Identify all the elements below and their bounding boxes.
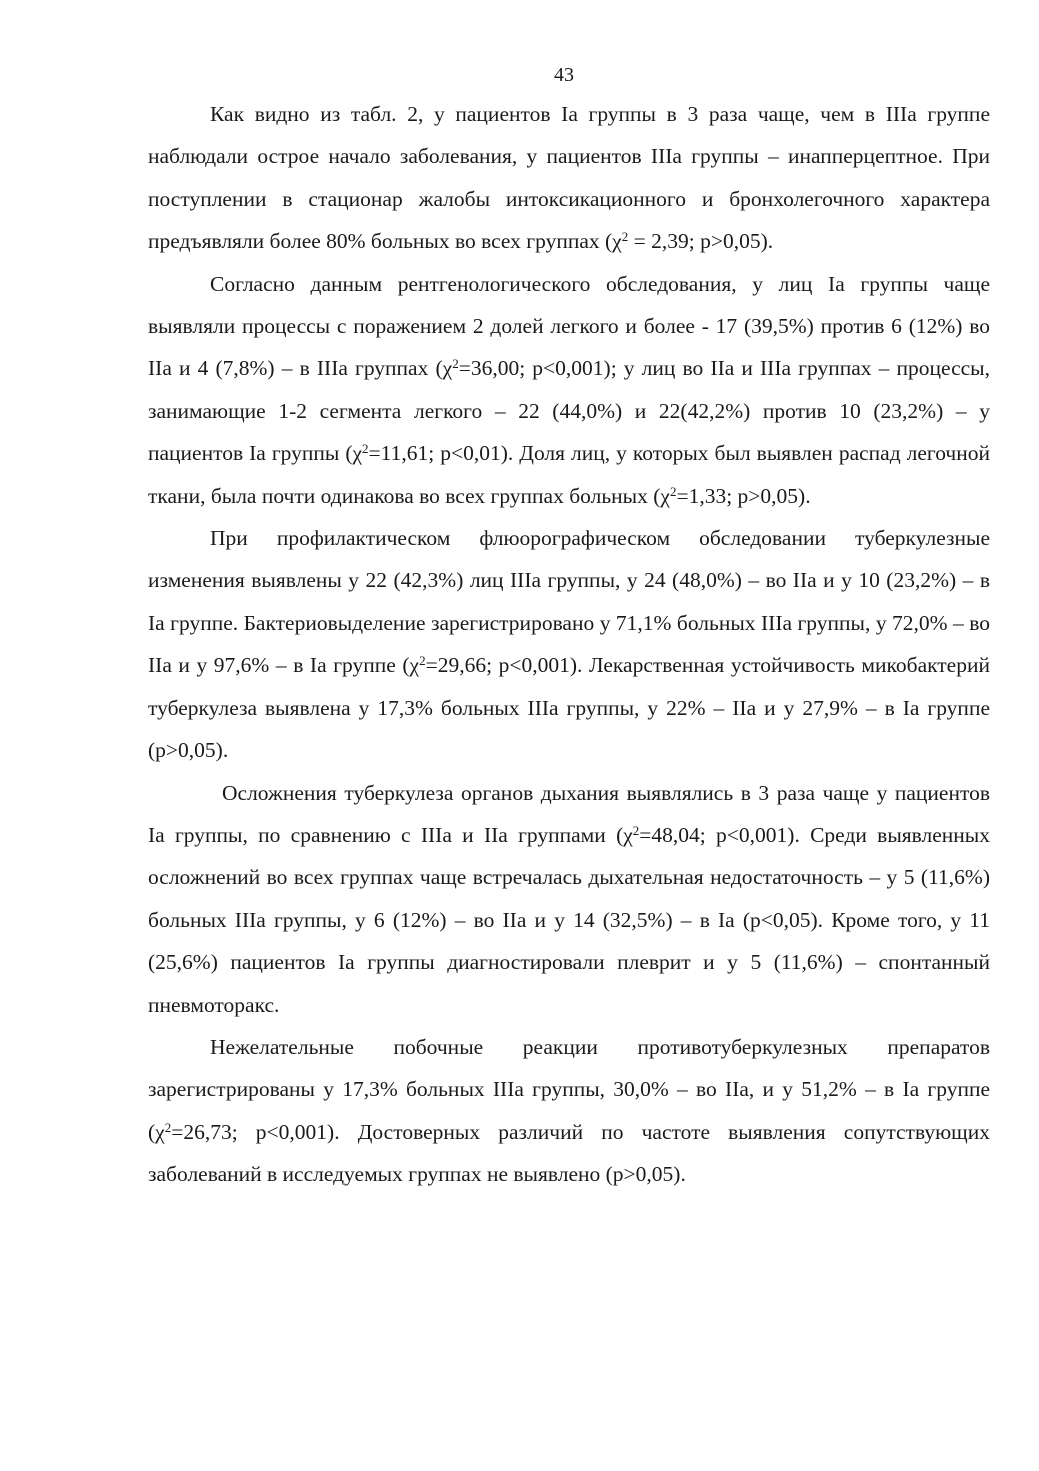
superscript: 2 [452,356,459,372]
paragraph-2 [148,263,990,517]
paragraph-5 [148,1026,990,1196]
superscript: 2 [669,483,677,499]
text-segment: =1,33; р>0,05). [676,483,811,508]
paragraph-1 [148,93,990,263]
superscript: 2 [164,1119,172,1135]
text-segment: Осложнения туберкулеза органов дыхания выявлялись в 3 раза чаще у пациентов Ia группы, по сравнению с IIIа и IIа группами (χ [148,780,990,847]
paragraph-3 [148,517,990,771]
text-segment: =11,61; р<0,01). Доля лиц, у которых был выявлен распад легочной ткани, была почти одинакова во всех группах больных (χ [148,441,990,508]
text-segment: =29,66; р<0,001). Лекарственная устойчивость микобактерий туберкулеза выявлена у 17,3% больных IIIа группы, у 22% – IIа и у 27,9% – в Ia группе (р>0,05). [148,653,990,763]
text-segment: Согласно данным рентгенологического обследования, у лиц Ia группы чаще выявляли процессы с поражением 2 долей легкого и более - 17 (39,5%) против 6 (12%) во IIа и 4 (7,8%) – в IIIа группах (χ [148,271,990,381]
text-segment: При профилактическом флюорографическом обследовании туберкулезные изменения выявлены у 22 (42,3%) лиц IIIа группы, у 24 (48,0%) – во IIа и у 10 (23,2%) – в Ia группе. Бактериовыделение зарегистрировано у 71,1% больных IIIа группы, у 72,0% – во IIа и у 97,6% – в Ia группе (χ [148,526,990,678]
paragraph-4 [148,772,990,1026]
text-segment: = 2,39; р>0,05). [628,229,774,254]
text-segment: Как видно из табл. 2, у пациентов Ia группы в 3 раза чаще, чем в IIIа группе наблюдали острое начало заболевания, у пациентов IIIа группы – инапперцептное. При поступлении в стационар жалобы интоксикационного и бронхолегочного характера предъявляли более 80% больных во всех группах (χ [148,102,990,254]
text-segment: =48,04; р<0,001). Среди выявленных осложнений во всех группах чаще встречалась дыхательная недостаточность – у 5 (11,6%) больных IIIа группы, у 6 (12%) – во IIа и у 14 (32,5%) – в Ia (р<0,05). Кроме того, у 11 (25,6%) пациентов Ia группы диагностировали плеврит и у 5 (11,6%) – спонтанный пневмоторакс. [148,822,990,1017]
document-body [148,93,990,1196]
superscript: 2 [621,229,629,245]
superscript: 2 [419,653,426,669]
text-segment: =26,73; р<0,001). Достоверных различий по частоте выявления сопутствующих заболеваний в исследуемых группах не выявлено (р>0,05). [148,1119,990,1187]
superscript: 2 [362,441,369,457]
superscript: 2 [632,822,640,838]
text-segment: Нежелательные побочные реакции противотуберкулезных препаратов зарегистрированы у 17,3% больных IIIа группы, 30,0% – во IIа, и у 51,2% – в Ia группе (χ [148,1034,990,1144]
page-number: 43 [554,64,574,86]
text-segment: =36,00; р<0,001); у лиц во IIа и IIIа группах – процессы, занимающие 1-2 сегмента легкого – 22 (44,0%) и 22(42,2%) против 10 (23,2%) – у пациентов Ia группы (χ [148,356,991,466]
